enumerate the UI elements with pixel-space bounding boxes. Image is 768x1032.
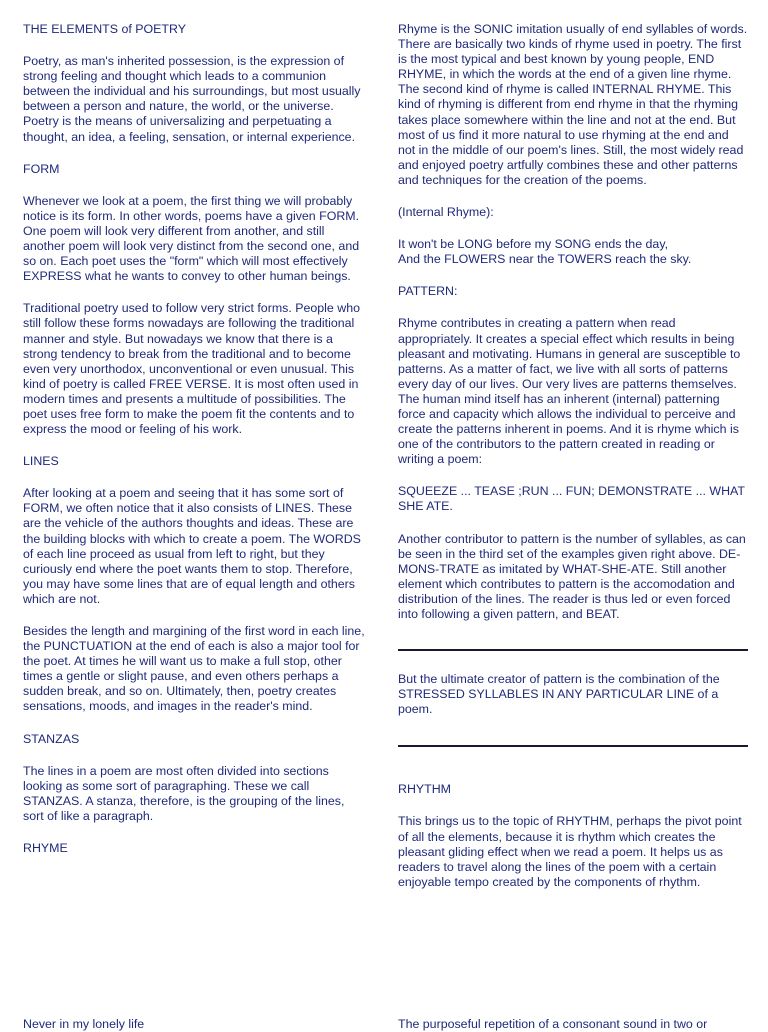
pattern-paragraph-2: Another contributor to pattern is the number of syllables, as can be seen in the third set of the examples given right above. DE-MONS-TRATE as imitated by WHAT-SHE-ATE. Still another element which contributes to pattern is the accomodation and distribution of the lines. The reader is thus led or even forced into following a given pattern, and BEAT. <box>398 531 746 621</box>
rhythm-paragraph: This brings us to the topic of RHYTHM, perhaps the pivot point of all the elements, because it is rhythm which creates the pleasant gliding effect when we read a poem. It helps us as readers to travel along the lines of the poem with a certain enjoyable tempo created by the components of rhythm. <box>398 814 742 889</box>
internal-rhyme-label: (Internal Rhyme): <box>398 205 494 220</box>
rhythm-heading: RHYTHM <box>398 782 451 797</box>
lines-paragraph-2: Besides the length and margining of the first word in each line, the PUNCTUATION at the end of each is also a major tool for the poet. At times he will want us to make a full stop, other times a gentle or slight pause, and even others perhaps a sudden break, and so on. Ultimately, then, poetry creates sensations, moods, and images in the reader's mind. <box>23 624 365 714</box>
pattern-paragraph-1: Rhyme contributes in creating a pattern when read appropriately. It creates a special effect which results in being pleasant and motivating. Humans in general are susceptible to patterns. As a matter of fact, we live with all sorts of patterns every day of our lives. Our very lives are patterns themselves. The human mind itself has an inherent (internal) patterning force and capacity which allows the individual to perceive and create the patterns inherent in poems. And it is rhyme which is one of the contributors to the pattern created in reading or writing a poem: <box>398 316 741 467</box>
pattern-paragraph-3: But the ultimate creator of pattern is the combination of the STRESSED SYLLABLES IN ANY PARTICULAR LINE of a poem. <box>398 672 720 717</box>
form-paragraph-1: Whenever we look at a poem, the first thing we will probably notice is its form. In other words, poems have a given FORM. One poem will look very different from another, and still another poem will look very distinct from the second one, and so on. Each poet uses the "form" which will most effectively EXPRESS what he wants to convey to other human beings. <box>23 193 360 284</box>
left-column <box>23 22 368 873</box>
internal-rhyme-example: It won't be LONG before my SONG ends the day, And the FLOWERS near the TOWERS reach the sky. <box>398 237 692 267</box>
stanzas-heading: STANZAS <box>23 731 80 746</box>
document-title: THE ELEMENTS of POETRY <box>23 22 186 36</box>
rhyme-heading: RHYME <box>23 841 68 856</box>
form-paragraph-2: Traditional poetry used to follow very strict forms. People who still follow these forms nowadays are following the traditional manner and style. But nowadays we know that there is a strong tendency to break from the traditional and to become even very unorthodox, unconventional or even unusual. This kind of poetry is called FREE VERSE. It is most often used in modern times and presents a multitude of possibilities. The poet uses free form to make the poem fit the contents and to express the mood or feeling of his work. <box>23 301 360 437</box>
right-column <box>398 22 748 907</box>
stanzas-paragraph: The lines in a poem are most often divided into sections looking as some sort of paragraphing. These we call STANZAS. A stanza, therefore, is the grouping of the lines, sort of like a paragraph. <box>23 763 345 823</box>
horizontal-rule-bottom <box>398 745 748 747</box>
lines-paragraph-1: After looking at a poem and seeing that it has some sort of FORM, we often notice that it also consists of LINES. These are the vehicle of the authors thoughts and ideas. These are the building blocks with which to create a poem. The WORDS of each line proceed as usual from left to right, but they curiously end where the poet wants them to stop. Therefore, you may have some lines that are of equal length and others which are not. <box>23 486 361 606</box>
left-bottom-text: Never in my lonely life <box>23 1017 145 1031</box>
rhyme-paragraph: Rhyme is the SONIC imitation usually of end syllables of words. There are basically two kinds of rhyme used in poetry. The first is the most typical and best known by young people, END RHYME, in which the words at the end of a given line rhyme. The second kind of rhyme is called INTERNAL RHYME. This kind of rhyming is different from end rhyme in that the rhyming takes place somewhere within the line and not at the end. But most of us find it more natural to use rhyming at the end and not in the middle of our poem's lines. Still, the most widely read and enjoyed poetry artfully combines these and other patterns and techniques for the creation of the poems. <box>398 22 748 187</box>
right-bottom-text: The purposeful repetition of a consonant sound in two or <box>398 1017 708 1031</box>
pattern-heading: PATTERN: <box>398 284 458 299</box>
intro-paragraph: Poetry, as man's inherited possession, is the expression of strong feeling and thought which leads to a communion between the individual and his surroundings, but most usually between a person and nature, the world, or the universe. Poetry is the means of universalizing and perpetuating a thought, an idea, a feeling, sensation, or internal experience. <box>23 54 361 144</box>
form-heading: FORM <box>23 161 60 176</box>
horizontal-rule-top <box>398 649 748 651</box>
pattern-examples: SQUEEZE ... TEASE ;RUN ... FUN; DEMONSTRATE ... WHAT SHE ATE. <box>398 484 745 514</box>
lines-heading: LINES <box>23 454 59 469</box>
